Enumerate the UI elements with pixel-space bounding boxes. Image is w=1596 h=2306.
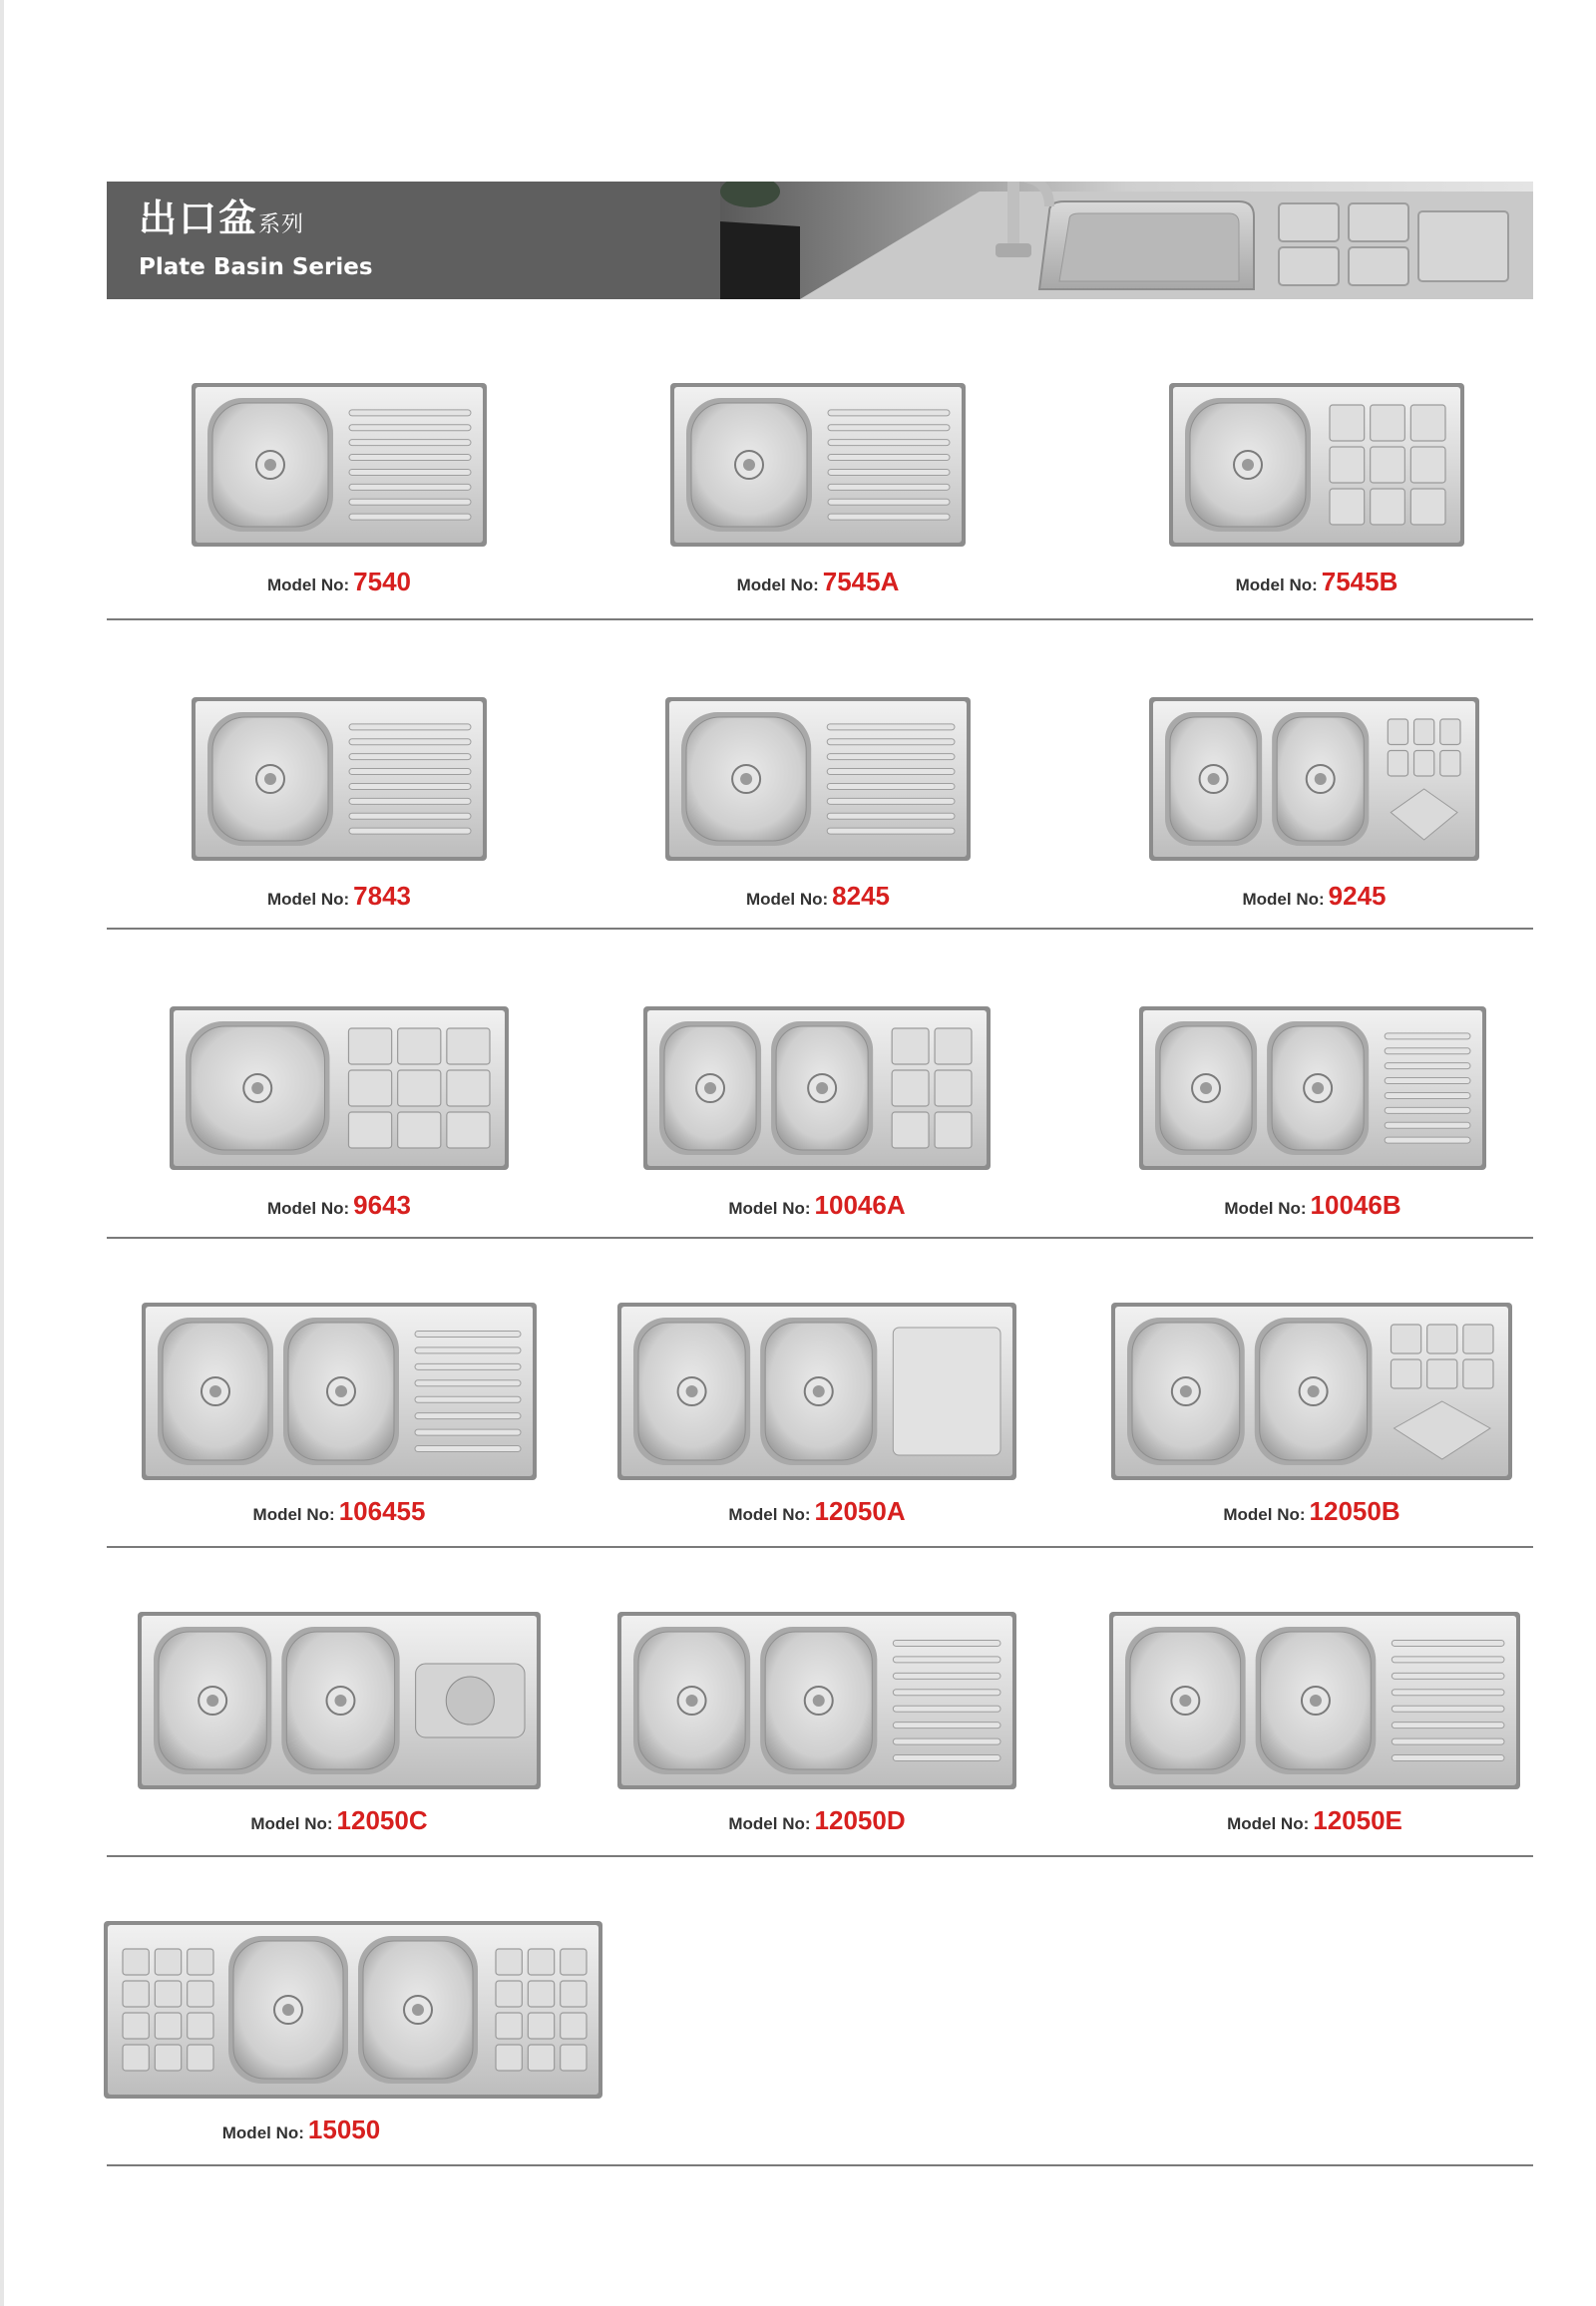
drainboard-groove: [349, 798, 471, 804]
drainboard-groove: [893, 1738, 1000, 1744]
drainboard-cell: [348, 1112, 391, 1148]
drainboard-cell: [1330, 447, 1365, 483]
model-prefix: Model No:: [250, 1814, 333, 1833]
model-number: 7545B: [1321, 567, 1398, 596]
model-prefix: Model No:: [267, 890, 350, 909]
model-number: 12050B: [1309, 1496, 1400, 1526]
drainboard-cell: [188, 1981, 213, 2007]
drainboard-cell: [496, 1981, 522, 2007]
sink-image: [1109, 1297, 1514, 1486]
drainboard-cell: [1388, 751, 1407, 777]
drainboard-groove: [415, 1347, 521, 1353]
drainboard-cell: [1440, 751, 1460, 777]
drainboard-cell: [398, 1028, 441, 1064]
model-prefix: Model No:: [1227, 1814, 1310, 1833]
drainboard-cell: [1440, 719, 1460, 745]
drainboard-cell: [1427, 1325, 1457, 1353]
model-label: [136, 1805, 543, 1836]
drainboard-groove: [827, 813, 955, 819]
drainboard-groove: [827, 783, 955, 789]
drainboard-groove: [828, 440, 950, 446]
drain-center: [743, 459, 755, 471]
drainboard-cell: [1371, 489, 1405, 525]
drainboard-cell: [561, 2045, 587, 2071]
sink-image: [190, 369, 489, 559]
drainboard-groove: [827, 754, 955, 760]
drainboard-groove: [827, 739, 955, 745]
drain-center: [704, 1082, 716, 1094]
drainboard-cell: [1391, 1325, 1420, 1353]
drainboard-groove: [349, 440, 471, 446]
drainboard-cell: [155, 2045, 181, 2071]
drainboard-cell: [155, 1981, 181, 2007]
drainboard-groove: [1385, 1048, 1470, 1054]
model-number: 10046A: [814, 1190, 906, 1220]
product-card[interactable]: [136, 1606, 543, 1850]
drainboard-groove: [349, 783, 471, 789]
drain-center: [1179, 1695, 1191, 1707]
drainboard-groove: [349, 455, 471, 461]
drainboard-cell: [561, 1949, 587, 1975]
drain-center: [686, 1695, 698, 1707]
drainboard-groove: [828, 499, 950, 505]
drainboard-groove: [349, 499, 471, 505]
model-prefix: Model No:: [728, 1505, 811, 1524]
model-label: [615, 1496, 1018, 1527]
drainboard-cell: [188, 1949, 213, 1975]
drainboard-cell: [1330, 405, 1365, 441]
drainboard-groove: [828, 469, 950, 475]
drainboard-cell: [1371, 447, 1405, 483]
drain-center: [686, 1385, 698, 1397]
banner-title-en: Plate Basin Series: [139, 254, 373, 280]
small-drain: [446, 1677, 494, 1725]
drainboard-cell: [447, 1028, 490, 1064]
drainboard-groove: [893, 1723, 1000, 1729]
drainboard-groove: [828, 410, 950, 416]
product-card[interactable]: [1107, 1606, 1522, 1850]
sink-image: [615, 1297, 1018, 1486]
drain-center: [1312, 1082, 1324, 1094]
model-label: [1107, 1805, 1522, 1836]
drain-center: [251, 1082, 263, 1094]
drainboard-groove: [893, 1657, 1000, 1663]
drainboard-cell: [496, 2045, 522, 2071]
model-number: 7545A: [822, 567, 900, 596]
drainboard-groove: [349, 769, 471, 775]
banner-title-cn: 出口盆: [139, 196, 259, 240]
model-label: [1147, 881, 1481, 912]
model-prefix: Model No:: [267, 1199, 350, 1218]
banner-title: [139, 195, 373, 284]
model-number: 9245: [1328, 881, 1387, 911]
model-label: [102, 2114, 501, 2145]
drainboard-groove: [349, 425, 471, 431]
sink-image: [1107, 1606, 1522, 1795]
sink-image: [1147, 683, 1481, 873]
sink-image: [1137, 992, 1488, 1182]
drainboard-groove: [349, 410, 471, 416]
drainboard-cell: [935, 1070, 972, 1106]
drain-center: [813, 1385, 825, 1397]
drainboard-cell: [1371, 405, 1405, 441]
drainboard-groove: [893, 1673, 1000, 1679]
drainboard-groove: [349, 828, 471, 834]
model-number: 106455: [338, 1496, 426, 1526]
drainboard-groove: [349, 813, 471, 819]
drainboard-groove: [893, 1755, 1000, 1761]
drainboard-groove: [1385, 1122, 1470, 1128]
drainboard-groove: [415, 1380, 521, 1386]
drainboard-cell: [1388, 719, 1407, 745]
product-card[interactable]: [668, 369, 968, 608]
drainboard-cell: [496, 1949, 522, 1975]
drainboard-cell: [935, 1112, 972, 1148]
drainboard-groove: [828, 514, 950, 520]
drainboard-groove: [1392, 1723, 1504, 1729]
drainboard-cell: [561, 1981, 587, 2007]
drain-center: [412, 2004, 424, 2016]
model-label: [168, 1190, 511, 1221]
sink-image: [140, 1297, 539, 1486]
drainboard-groove: [349, 724, 471, 730]
sink-image: [615, 1606, 1018, 1795]
drainboard-cell: [528, 2045, 554, 2071]
drainboard-groove: [415, 1446, 521, 1452]
drainboard-cell: [1410, 489, 1445, 525]
drainboard-cell: [123, 1981, 149, 2007]
drainboard-groove: [827, 724, 955, 730]
drainboard-groove: [415, 1396, 521, 1402]
banner-title-cn-suffix: 系列: [258, 212, 305, 237]
page-edge: [0, 0, 4, 2306]
drainboard-cell: [1463, 1325, 1493, 1353]
row-divider: [107, 928, 1533, 930]
drain-center: [1242, 459, 1254, 471]
product-card[interactable]: [140, 1297, 539, 1541]
product-card[interactable]: [1147, 683, 1481, 923]
drainboard-groove: [1385, 1033, 1470, 1039]
product-card[interactable]: [1167, 369, 1466, 608]
model-prefix: Model No:: [746, 890, 829, 909]
drain-center: [1200, 1082, 1212, 1094]
drain-center: [264, 773, 276, 785]
drainboard-groove: [1392, 1755, 1504, 1761]
drainboard-cell: [398, 1112, 441, 1148]
drain-center: [1315, 773, 1327, 785]
model-label: [1109, 1496, 1514, 1527]
drainboard-cell: [123, 2045, 149, 2071]
drainboard-groove: [1385, 1137, 1470, 1143]
drainboard-groove: [827, 798, 955, 804]
drainboard-cell: [528, 1981, 554, 2007]
drainboard-groove: [1392, 1690, 1504, 1696]
product-card[interactable]: [190, 683, 489, 923]
drainboard-groove: [893, 1690, 1000, 1696]
product-card[interactable]: [641, 992, 993, 1232]
model-number: 8245: [832, 881, 890, 911]
drainboard-cell: [935, 1028, 972, 1064]
drainboard-groove: [349, 754, 471, 760]
row-divider: [107, 618, 1533, 620]
sink-image: [668, 369, 968, 559]
model-prefix: Model No:: [728, 1814, 811, 1833]
drainboard-groove: [415, 1413, 521, 1419]
drainboard-cell: [447, 1112, 490, 1148]
drain-center: [1180, 1385, 1192, 1397]
drain-center: [816, 1082, 828, 1094]
drainboard-groove: [1392, 1640, 1504, 1646]
drainboard-cell: [398, 1070, 441, 1106]
drainboard-groove: [415, 1363, 521, 1369]
drain-center: [334, 1695, 346, 1707]
drainboard-groove: [1385, 1063, 1470, 1069]
drainboard-groove: [349, 469, 471, 475]
drainboard-groove: [1385, 1092, 1470, 1098]
drainboard-groove: [1392, 1657, 1504, 1663]
product-card[interactable]: [1109, 1297, 1514, 1541]
drainboard-cell: [561, 2013, 587, 2039]
product-card[interactable]: [1137, 992, 1488, 1232]
drainboard-cell: [123, 1949, 149, 1975]
drainboard-cell: [892, 1070, 929, 1106]
product-card[interactable]: [190, 369, 489, 608]
drainboard-groove: [415, 1331, 521, 1337]
model-number: 12050C: [336, 1805, 428, 1835]
drainboard-cell: [1414, 751, 1434, 777]
model-prefix: Model No:: [267, 576, 350, 594]
row-divider: [107, 1855, 1533, 1857]
drainboard-cell: [348, 1070, 391, 1106]
drain-center: [206, 1695, 218, 1707]
drain-center: [1208, 773, 1220, 785]
drainboard-cell: [447, 1070, 490, 1106]
drainboard-cell: [892, 1028, 929, 1064]
drainboard-cell: [1427, 1359, 1457, 1388]
sink-image: [102, 1915, 604, 2105]
row-divider: [107, 1237, 1533, 1239]
drainboard-cell: [155, 1949, 181, 1975]
drainboard-cell: [1391, 1359, 1420, 1388]
drain-center: [1308, 1385, 1320, 1397]
drainboard-groove: [349, 514, 471, 520]
drainboard-cell: [496, 2013, 522, 2039]
drainboard-groove: [349, 484, 471, 490]
drain-center: [264, 459, 276, 471]
model-label: [615, 1805, 1018, 1836]
product-card[interactable]: [615, 1297, 1018, 1541]
drainboard-groove: [1392, 1706, 1504, 1712]
drainboard-cell: [1330, 489, 1365, 525]
drainboard-cell: [155, 2013, 181, 2039]
drainboard-cell: [1410, 447, 1445, 483]
drainboard-cell: [188, 2013, 213, 2039]
model-label: [641, 1190, 993, 1221]
model-label: [1167, 567, 1466, 597]
sink-image: [190, 683, 489, 873]
drain-center: [813, 1695, 825, 1707]
model-number: 7540: [353, 567, 411, 596]
drainboard-cell: [348, 1028, 391, 1064]
model-prefix: Model No:: [728, 1199, 811, 1218]
model-number: 12050A: [814, 1496, 906, 1526]
model-prefix: Model No:: [1224, 1199, 1307, 1218]
model-label: [668, 567, 968, 597]
model-label: [190, 567, 489, 597]
drainboard-groove: [827, 769, 955, 775]
drainboard-groove: [893, 1640, 1000, 1646]
sink-image: [136, 1606, 543, 1795]
drainboard-groove: [827, 828, 955, 834]
drainboard-cell: [1414, 719, 1434, 745]
model-prefix: Model No:: [252, 1505, 335, 1524]
drainboard-groove: [1392, 1738, 1504, 1744]
drainboard-groove: [1392, 1673, 1504, 1679]
product-card[interactable]: [615, 1606, 1018, 1850]
sink-image: [641, 992, 993, 1182]
drainboard-cell: [892, 1112, 929, 1148]
model-prefix: Model No:: [1223, 1505, 1306, 1524]
model-prefix: Model No:: [736, 576, 819, 594]
drainboard-cell: [1463, 1359, 1493, 1388]
model-prefix: Model No:: [221, 2123, 304, 2142]
model-prefix: Model No:: [1242, 890, 1325, 909]
product-card[interactable]: [663, 683, 973, 923]
model-number: 7843: [353, 881, 411, 911]
drain-center: [1310, 1695, 1322, 1707]
drainboard-groove: [415, 1429, 521, 1435]
model-number: 12050D: [814, 1805, 906, 1835]
drainboard-groove: [893, 1706, 1000, 1712]
row-divider: [107, 2164, 1533, 2166]
model-label: [140, 1496, 539, 1527]
drain-center: [209, 1385, 221, 1397]
sink-image: [663, 683, 973, 873]
drainboard-cell: [188, 2045, 213, 2071]
drainboard-panel: [893, 1328, 1000, 1455]
drainboard-groove: [828, 455, 950, 461]
row-divider: [107, 1546, 1533, 1548]
model-number: 12050E: [1313, 1805, 1402, 1835]
drainboard-cell: [528, 2013, 554, 2039]
drainboard-cell: [528, 1949, 554, 1975]
drainboard-groove: [828, 425, 950, 431]
product-card[interactable]: [168, 992, 511, 1232]
drain-center: [335, 1385, 347, 1397]
model-label: [663, 881, 973, 912]
model-number: 15050: [307, 2114, 381, 2144]
drainboard-groove: [349, 739, 471, 745]
drain-center: [282, 2004, 294, 2016]
model-number: 10046B: [1310, 1190, 1401, 1220]
drainboard-groove: [1385, 1107, 1470, 1113]
model-label: [190, 881, 489, 912]
model-label: [1137, 1190, 1488, 1221]
series-banner: [107, 182, 1533, 299]
drain-center: [740, 773, 752, 785]
drainboard-groove: [1385, 1078, 1470, 1084]
model-prefix: Model No:: [1235, 576, 1318, 594]
product-card[interactable]: [102, 1915, 604, 2159]
drainboard-groove: [828, 484, 950, 490]
drainboard-cell: [1410, 405, 1445, 441]
sink-image: [168, 992, 511, 1182]
sink-image: [1167, 369, 1466, 559]
banner-sink-photo: [720, 182, 1533, 299]
drainboard-cell: [123, 2013, 149, 2039]
model-number: 9643: [353, 1190, 411, 1220]
